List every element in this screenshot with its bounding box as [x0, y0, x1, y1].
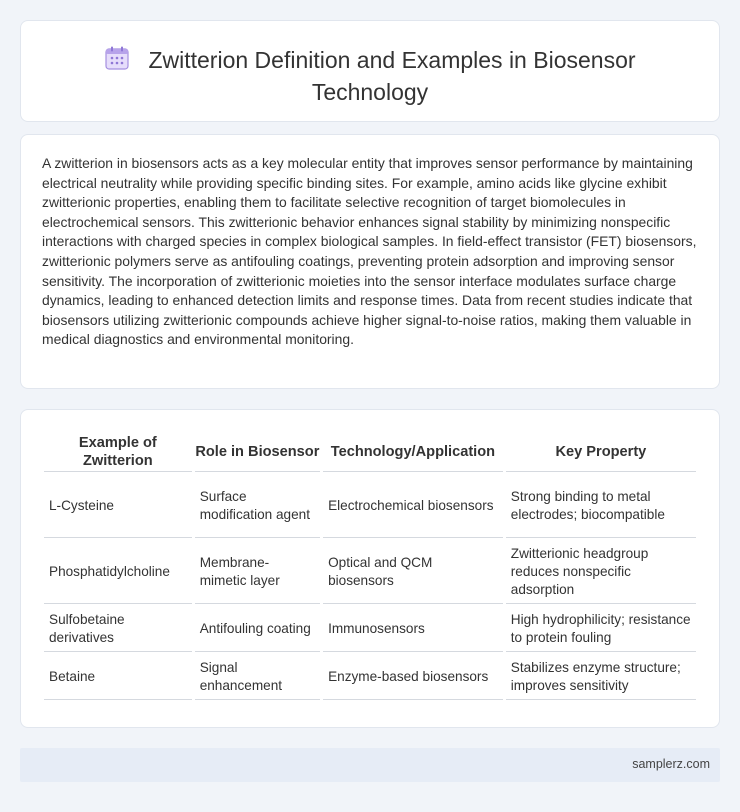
table-cell: Strong binding to metal electrodes; biocompatible [506, 474, 696, 538]
table-cell: Antifouling coating [195, 606, 320, 652]
table-header-row [44, 432, 696, 472]
table-cell: Surface modification agent [195, 474, 320, 538]
footer [20, 748, 720, 782]
table-cell: Membrane-mimetic layer [195, 540, 320, 604]
description-text: A zwitterion in biosensors acts as a key molecular entity that improves sensor performance by maintaining electrical neutrality while providing specific binding sites. For example, amino acids like glycine exhibit zwitterionic properties, enabling them to facilitate selective recognition of target biomolecules in electrochemical sensors. This zwitterionic behavior enhances signal stability by minimizing nonspecific interactions with charged species in complex biological samples. In field-effect transistor (FET) biosensors, zwitterionic polymers serve as antifouling coatings, preventing protein adsorption and improving sensor sensitivity. The incorporation of zwitterionic moieties into the sensor interface modulates surface charge dynamics, leading to enhanced detection limits and response times. Data from recent studies indicate that biosensors utilizing zwitterionic compounds achieve higher signal-to-noise ratios, making them valuable in medical diagnostics and environmental monitoring. [42, 155, 697, 348]
page-title-text: Zwitterion Definition and Examples in Biosensor Technology [148, 47, 636, 105]
page-title [21, 45, 719, 107]
table-cell: Optical and QCM biosensors [323, 540, 503, 604]
table-card [20, 409, 720, 728]
zwitterion-table [41, 430, 699, 702]
calendar-icon [104, 45, 130, 78]
table-cell: L-Cysteine [44, 474, 192, 538]
table-cell: Zwitterionic headgroup reduces nonspecific adsorption [506, 540, 696, 604]
table-cell: Enzyme-based biosensors [323, 654, 503, 700]
column-header: Technology/Application [323, 432, 503, 472]
table-cell: Betaine [44, 654, 192, 700]
table-cell: Stabilizes enzyme structure; improves sensitivity [506, 654, 696, 700]
column-header: Key Property [506, 432, 696, 472]
table-row [44, 606, 696, 652]
table-cell: Signal enhancement [195, 654, 320, 700]
table-cell: Phosphatidylcholine [44, 540, 192, 604]
title-card [20, 20, 720, 122]
footer-site-link[interactable]: samplerz.com [632, 757, 710, 771]
description-card [20, 134, 720, 389]
column-header: Role in Biosensor [195, 432, 320, 472]
table-row [44, 474, 696, 538]
table-row [44, 540, 696, 604]
column-header: Example of Zwitterion [44, 432, 192, 472]
table-cell: Immunosensors [323, 606, 503, 652]
table-row [44, 654, 696, 700]
table-cell: Sulfobetaine derivatives [44, 606, 192, 652]
table-cell: High hydrophilicity; resistance to protein fouling [506, 606, 696, 652]
table-cell: Electrochemical biosensors [323, 474, 503, 538]
